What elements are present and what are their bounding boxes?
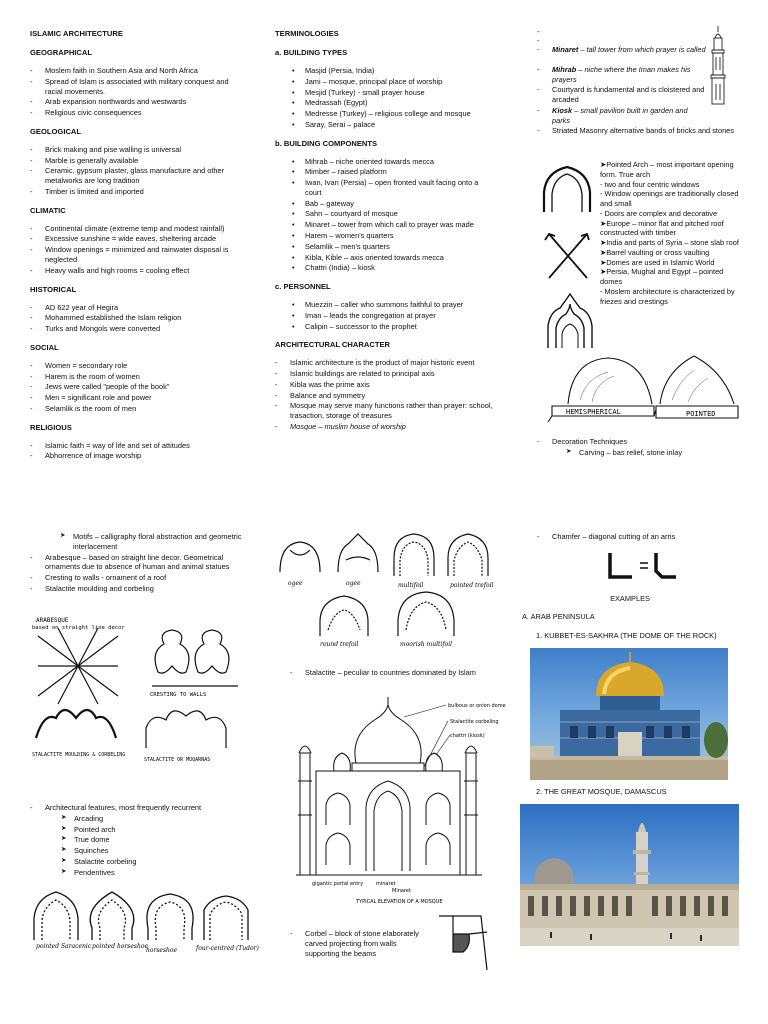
heading-historical: HISTORICAL [30, 284, 77, 294]
arch-types-sketch [30, 888, 259, 966]
list-item: - Arabesque – based on straight line decor. Geometrical ornaments due to absence of human and animal statues [30, 553, 248, 573]
heading-architectural-character: ARCHITECTURAL CHARACTER [275, 340, 391, 350]
examples-heading: EXAMPLES [610, 594, 650, 603]
minaret-sketch [706, 24, 730, 106]
list-item: - Decoration Techniques [537, 437, 737, 447]
example-2-title: 2. THE GREAT MOSQUE, DAMASCUS [536, 787, 667, 796]
mihrab-term: Mihrab [552, 64, 577, 74]
feature-line: ➤Persia, Mughal and Egypt – pointed domes [600, 267, 724, 287]
list-item: - Heavy walls and high rooms = cooling effect [30, 266, 248, 276]
list-item: - Mosque may serve many functions rather than prayer: school, trasaction, storage of treasures [275, 401, 493, 421]
feature-line: ➤Domes are used in Islamic World [600, 257, 715, 267]
label-pointed-saracenic: pointed Saracenic [36, 943, 92, 950]
dome-of-the-rock-photo [530, 648, 728, 780]
list-item: ➤ Pendentives [46, 868, 248, 878]
list-climatic [30, 224, 248, 276]
label-pointed-trefoil: pointed trefoil [450, 582, 494, 589]
mihrab-definition: – niche where the Iman makes his prayers [552, 64, 691, 84]
list-item: - Harem is the room of women [30, 372, 248, 382]
list-personnel [275, 300, 493, 331]
great-mosque-damascus-photo [520, 804, 739, 946]
label-stalactite-corbeling: Stalactite corbeling [450, 719, 499, 725]
col3-features [600, 160, 740, 306]
list-corbel [290, 929, 430, 958]
list-item: - Marble is generally available [30, 156, 248, 166]
page-title: ISLAMIC ARCHITECTURE [30, 29, 123, 38]
list-chamfer [537, 532, 747, 542]
label-gigantic-portal: gigantic portal entry [312, 881, 364, 887]
pointed-arch-sketch [540, 164, 595, 214]
label-bulbous-dome: bulbous or onion dome [448, 703, 506, 709]
heading-climatic: CLIMATIC [30, 205, 66, 215]
list-item: - Islamic buildings are related to principal axis [275, 369, 493, 379]
list-item: • Medrassah (Egypt) [275, 98, 493, 108]
heading-geographical: GEOGRAPHICAL [30, 48, 93, 58]
list-item: - Jews were called "people of the book" [30, 382, 248, 392]
list-item: - Stalactite moulding and corbeling [30, 584, 248, 594]
label-round-trefoil: round trefoil [320, 641, 359, 648]
feature-line: - Moslem architecture is characterized by friezes and crestings [600, 286, 735, 306]
feature-line: - Doors are complex and decorative [600, 208, 718, 218]
kiosk-definition: – small pavilion built in garden and parks [552, 105, 688, 125]
list-item: - Moslem faith in Southern Asia and North Africa [30, 66, 248, 76]
list-item: ➤ Stalactite corbeling [46, 857, 248, 867]
list-item: - Mohammed established the Islam religion [30, 313, 248, 323]
list-social [30, 361, 248, 414]
list-item: - Arab expansion northwards and westwards [30, 97, 248, 107]
heading-geological: GEOLOGICAL [30, 126, 82, 136]
stalactite-section [290, 668, 490, 679]
list-item: - Spread of Islam is associated with military conquest and racial movements. [30, 77, 248, 97]
list-item: - Brick making and pise walling is universal [30, 145, 248, 155]
list-item: - Chamfer – diagonal cutting of an arris [537, 532, 747, 542]
crested-arch-sketch [540, 292, 600, 350]
list-item: • Mihrab – niche oriented towards mecca [275, 157, 493, 167]
region-heading: A. ARAB PENINSULA [522, 612, 595, 621]
list-building-types [275, 66, 493, 130]
list-stalactite [290, 668, 490, 678]
list-architectural-character [275, 358, 493, 431]
heading-building-types: a. BUILDING TYPES [275, 48, 348, 58]
list-item: • Iwan, Ivan (Persia) – open fronted vault facing onto a court [275, 178, 493, 198]
corbel-section [290, 929, 430, 959]
list-item: • Chattri (India) – kiosk [275, 263, 493, 273]
list-item [275, 422, 493, 432]
list-item: - Kibla was the prime axis [275, 380, 493, 390]
list-item: - Cresting to walls - ornament of a roof [30, 573, 248, 583]
feature-line: ➤India and parts of Syria – stone slab roof [600, 238, 739, 248]
list-item: - Turks and Mongols were converted [30, 324, 248, 334]
label-chattri: chattri (kiosk) [450, 733, 485, 739]
label-arabesque-sub: based on straight line decor [32, 625, 125, 631]
list-item: • Kibla, Kible – axis oriented towards mecca [275, 253, 493, 263]
list-geological [30, 145, 248, 197]
list-item: - Continental climate (extreme temp and modest rainfall) [30, 224, 248, 234]
blank-bullet: - [537, 36, 540, 45]
list-item: • Bab – gateway [275, 199, 493, 209]
dome-label-hemispherical: HEMISPHERICAL [566, 408, 621, 416]
list-item: ➤ Motifs – calligraphy floral abstraction and geometric interlacement [45, 532, 248, 552]
list-item: - Architectural features, most frequently recurrent [30, 803, 248, 813]
list-building-components [275, 157, 493, 273]
list-item: - Men = significant role and power [30, 393, 248, 403]
feature-line: ➤Pointed Arch – most important opening form. True arch [600, 160, 734, 179]
feature-line: - two and four centric windows [600, 179, 700, 189]
list-item: - AD 622 year of Hegira [30, 303, 248, 313]
list-col3-terms [537, 45, 734, 136]
list-item: - Islamic faith = way of life and set of attitudes [30, 441, 248, 451]
list-item: - Excessive sunshine = wide eaves, sheltering arcade [30, 234, 248, 244]
list-item [537, 45, 707, 55]
feature-line: ➤Europe – minor flat and pitched roof constructed with timber [600, 218, 724, 238]
label-pointed-horseshoe: pointed horseshoe [92, 943, 149, 950]
list-item: ➤ Carving – bas relief, stone inlay [551, 448, 737, 458]
list-item: ➤ True dome [46, 835, 248, 845]
cross-vault-sketch [543, 228, 593, 286]
minaret-term: Minaret [552, 45, 579, 54]
label-ogee-1: ogee [288, 580, 303, 587]
list-item: • Sahn – courtyard of mosque [275, 209, 493, 219]
label-minaret: Minaret [392, 888, 411, 894]
chamfer-sketch [604, 551, 680, 581]
list-item: - Islamic architecture is the product of major historic event [275, 358, 493, 368]
ornament-sketches [30, 616, 250, 776]
heading-religious: RELIGIOUS [30, 422, 72, 432]
list-item: - Balance and symmetry [275, 391, 493, 401]
list-item: ➤ Arcading [46, 814, 248, 824]
list-item: - Religious civic consequences [30, 108, 248, 118]
list-decoration [537, 437, 737, 447]
label-minaret-lower: minaret [376, 881, 396, 887]
list-item: • Selamlik – men's quarters [275, 242, 493, 252]
cusped-arches-sketch [276, 530, 496, 660]
label-ogee-2: ogee [346, 580, 361, 587]
list-historical [30, 303, 248, 334]
list-religious [30, 441, 248, 462]
label-typical-elevation: TYPICAL ELEVATION OF A MOSQUE [356, 899, 443, 905]
list-motifs [30, 532, 248, 552]
list-item: • Harem – women's quarters [275, 231, 493, 241]
mosque-definition: – muslim house of worship [316, 421, 406, 431]
list-item: - Abhorrence of image worship [30, 451, 248, 461]
heading-building-components: b. BUILDING COMPONENTS [275, 138, 378, 148]
label-four-centred: four-centred (Tudor) [196, 945, 259, 952]
heading-personnel: c. PERSONNEL [275, 282, 331, 292]
column-3-bottom [537, 532, 747, 543]
list-item: • Mesjid (Turkey) - small prayer house [275, 88, 493, 98]
list-item [537, 106, 707, 126]
corbel-sketch [435, 912, 491, 974]
list-item: • Mimber – raised platform [275, 167, 493, 177]
domes-sketch [548, 352, 740, 428]
feature-line: - Window openings are traditionally closed and small [600, 189, 739, 209]
label-stalactite-moulding: STALACTITE MOULDING & CORBELING [32, 752, 126, 758]
list-features-heading [30, 803, 248, 813]
mosque-term: Mosque [290, 421, 317, 431]
list-carving [537, 448, 737, 458]
dome-label-pointed: POINTED [686, 410, 716, 418]
list-item: - Stalactite – peculiar to countries dominated by Islam [290, 668, 490, 678]
list-item: - Striated Masonry alternative bands of bricks and stones [537, 126, 742, 136]
label-cresting: CRESTING TO WALLS [150, 692, 207, 698]
list-features [30, 814, 248, 878]
decoration-section [537, 437, 737, 459]
list-item: - Courtyard is fundamental and is cloistered and arcaded [537, 85, 707, 105]
label-moorish-multifoil: moorish multifoil [400, 641, 453, 648]
column-1-top [30, 29, 248, 462]
list-item: • Medresse (Turkey) – religious college and mosque [275, 109, 493, 119]
blank-bullet: - [537, 27, 540, 36]
label-multifoil: multifoil [398, 582, 424, 589]
list-item: • Saray, Serai – palace [275, 120, 493, 130]
example-1-title: 1. KUBBET-ES-SAKHRA (THE DOME OF THE ROCK) [536, 631, 717, 640]
list-ornament [30, 553, 248, 594]
list-item: • Jami – mosque, principal place of worship [275, 77, 493, 87]
feature-line: ➤Barrel vaulting or cross vaulting [600, 247, 710, 257]
list-item: - Women = secondary role [30, 361, 248, 371]
list-item: • Iman – leads the congregation at prayer [275, 311, 493, 321]
list-item: ➤ Squinches [46, 846, 248, 856]
list-item [537, 65, 707, 85]
label-muqarnas: STALACTITE OR MUQARNAS [144, 757, 211, 763]
list-item: • Masjid (Persia, India) [275, 66, 493, 76]
list-item: - Corbel – block of stone elaborately carved projecting from walls supporting the beams [290, 929, 430, 958]
column-1-bottom [30, 532, 248, 595]
list-item: • Calipin – successor to the prophet [275, 322, 493, 332]
list-item: • Muezzin – caller who summons faithful to prayer [275, 300, 493, 310]
heading-terminologies: TERMINOLOGIES [275, 29, 339, 38]
list-item: - Timber is limited and imported [30, 187, 248, 197]
heading-social: SOCIAL [30, 342, 59, 352]
label-arabesque: ARABESQUE [36, 617, 69, 624]
features-section [30, 803, 248, 878]
list-item: • Minaret – tower from which call to prayer was made [275, 220, 493, 230]
list-geographical [30, 66, 248, 118]
list-item: - Selamlik is the room of men [30, 404, 248, 414]
label-horseshoe: horseshoe [146, 947, 178, 954]
column-2-top [275, 29, 493, 433]
mosque-elevation-sketch [296, 695, 506, 907]
list-item: - Ceramic, gypsum plaster, glass manufacture and other metalworks are long tradition [30, 166, 248, 186]
list-item: - Window openings = minimized and rainwater disposal is neglected [30, 245, 248, 265]
list-item: ➤ Pointed arch [46, 825, 248, 835]
minaret-definition: – tall tower from which prayer is called [578, 45, 706, 54]
kiosk-term: Kiosk [552, 105, 573, 115]
